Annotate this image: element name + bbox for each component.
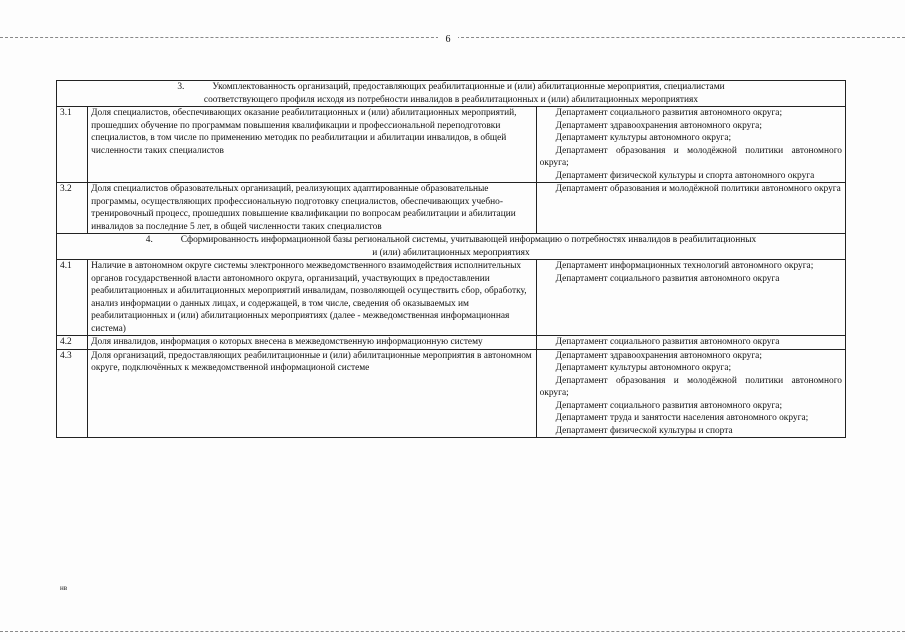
responsible-entry: Департамент социального развития автономного округа; (555, 400, 783, 411)
row-description: Доля инвалидов, информация о которых внесена в межведомственную информационную систему (88, 336, 536, 350)
section-title-text: Укомплектованность организаций, предоставляющих реабилитационные и (или) абилитационные мероприятия, специалистами (212, 82, 725, 92)
row-description: Доля организаций, предоставляющих реабилитационные и (или) абилитационные мероприятия в автономном округе, подключённых к межведомственной информационой системе (88, 349, 536, 438)
section-header-3 (57, 81, 846, 107)
row-description: Наличие в автономном округе системы электронного межведомственного взаимодействия исполнительных органов государственной власти автономного округа, организаций, участвующих в предоставлении реабилитационных и абилитационных мероприятий инвалидам, позволяющей осуществить сбор, обработку, анализ информации о данных лицах, и содержащей, в том числе, сведения об оказываемых им реабилитационных и (или) абилитационных мероприятиях (далее - межведомственная информационная система) (88, 260, 536, 336)
row-responsible (536, 349, 845, 438)
row-responsible (536, 107, 845, 183)
row-number: 4.3 (57, 349, 88, 438)
section-number: 3. (177, 82, 185, 92)
responsible-entry: Департамент социального развития автономного округа; (555, 108, 783, 118)
section-title-cell (57, 234, 846, 260)
table-row (57, 336, 846, 350)
row-number: 4.1 (57, 260, 88, 336)
row-responsible (536, 183, 845, 234)
responsible-entry: Департамент образования и молодёжной политики автономного округа (555, 184, 841, 194)
section-number: 4. (145, 235, 153, 245)
responsible-entry: Департамент социального развития автономного округа (555, 273, 780, 284)
table-row (57, 183, 846, 234)
section-title-line: соответствующего профиля исходя из потребности инвалидов в реабилитационных и (или) абилитационных мероприятиях (203, 94, 699, 105)
responsible-entry: Департамент образования и молодёжной политики автономного округа; (539, 375, 842, 398)
indicators-table (56, 80, 846, 438)
row-responsible (536, 336, 845, 350)
section-title-cell (57, 81, 846, 107)
row-description: Доля специалистов образовательных организаций, реализующих адаптированные образовательные программы, осуществляющих профессиональную подготовку специалистов, обеспечивающих учебно-тренировочный процесс, прошедших повышение квалификации по вопросам реабилитации и абилитации инвалидов за последние 5 лет, в общей численности таких специалистов (88, 183, 536, 234)
table-row (57, 107, 846, 183)
responsible-entry: Департамент физической культуры и спорта автономного округа (555, 170, 815, 181)
responsible-entry: Департамент культуры автономного округа; (555, 363, 732, 373)
responsible-entry: Департамент здравоохранения автономного округа; (555, 120, 762, 131)
row-number: 3.1 (57, 107, 88, 183)
table-row (57, 260, 846, 336)
table-row (57, 349, 846, 438)
row-number: 4.2 (57, 336, 88, 350)
section-title-line (60, 234, 842, 247)
section-header-4 (57, 234, 846, 260)
row-number: 3.2 (57, 183, 88, 234)
responsible-entry: Департамент труда и занятости населения автономного округа; (555, 413, 809, 423)
responsible-entry: Департамент физической культуры и спорта (555, 425, 733, 436)
responsible-entry: Департамент культуры автономного округа; (555, 133, 732, 143)
footer-mark: нв (60, 584, 68, 592)
responsible-entry: Департамент социального развития автономного округа (555, 337, 780, 347)
row-responsible (536, 260, 845, 336)
responsible-entry: Департамент образования и молодёжной политики автономного округа; (539, 145, 842, 168)
page-number: 6 (438, 34, 458, 45)
row-description: Доля специалистов, обеспечивающих оказание реабилитационных и (или) абилитационных мероприятий, прошедших обучение по программам повышения квалификации и профессиональной переподготовки специалистов, в том числе по применению методик по реабилитации и абилитации инвалидов, в общей численности таких специалистов (88, 107, 536, 183)
responsible-entry: Департамент информационных технологий автономного округа; (555, 261, 814, 271)
section-title-line: и (или) абилитационных мероприятиях (372, 247, 530, 258)
scan-line-bottom (0, 631, 905, 632)
section-title-line (60, 81, 842, 94)
responsible-entry: Департамент здравоохранения автономного округа; (555, 350, 762, 361)
section-title-text: Сформированность информационной базы региональной системы, учитывающей информацию о потребностях инвалидов в реабилитационных (180, 235, 757, 245)
